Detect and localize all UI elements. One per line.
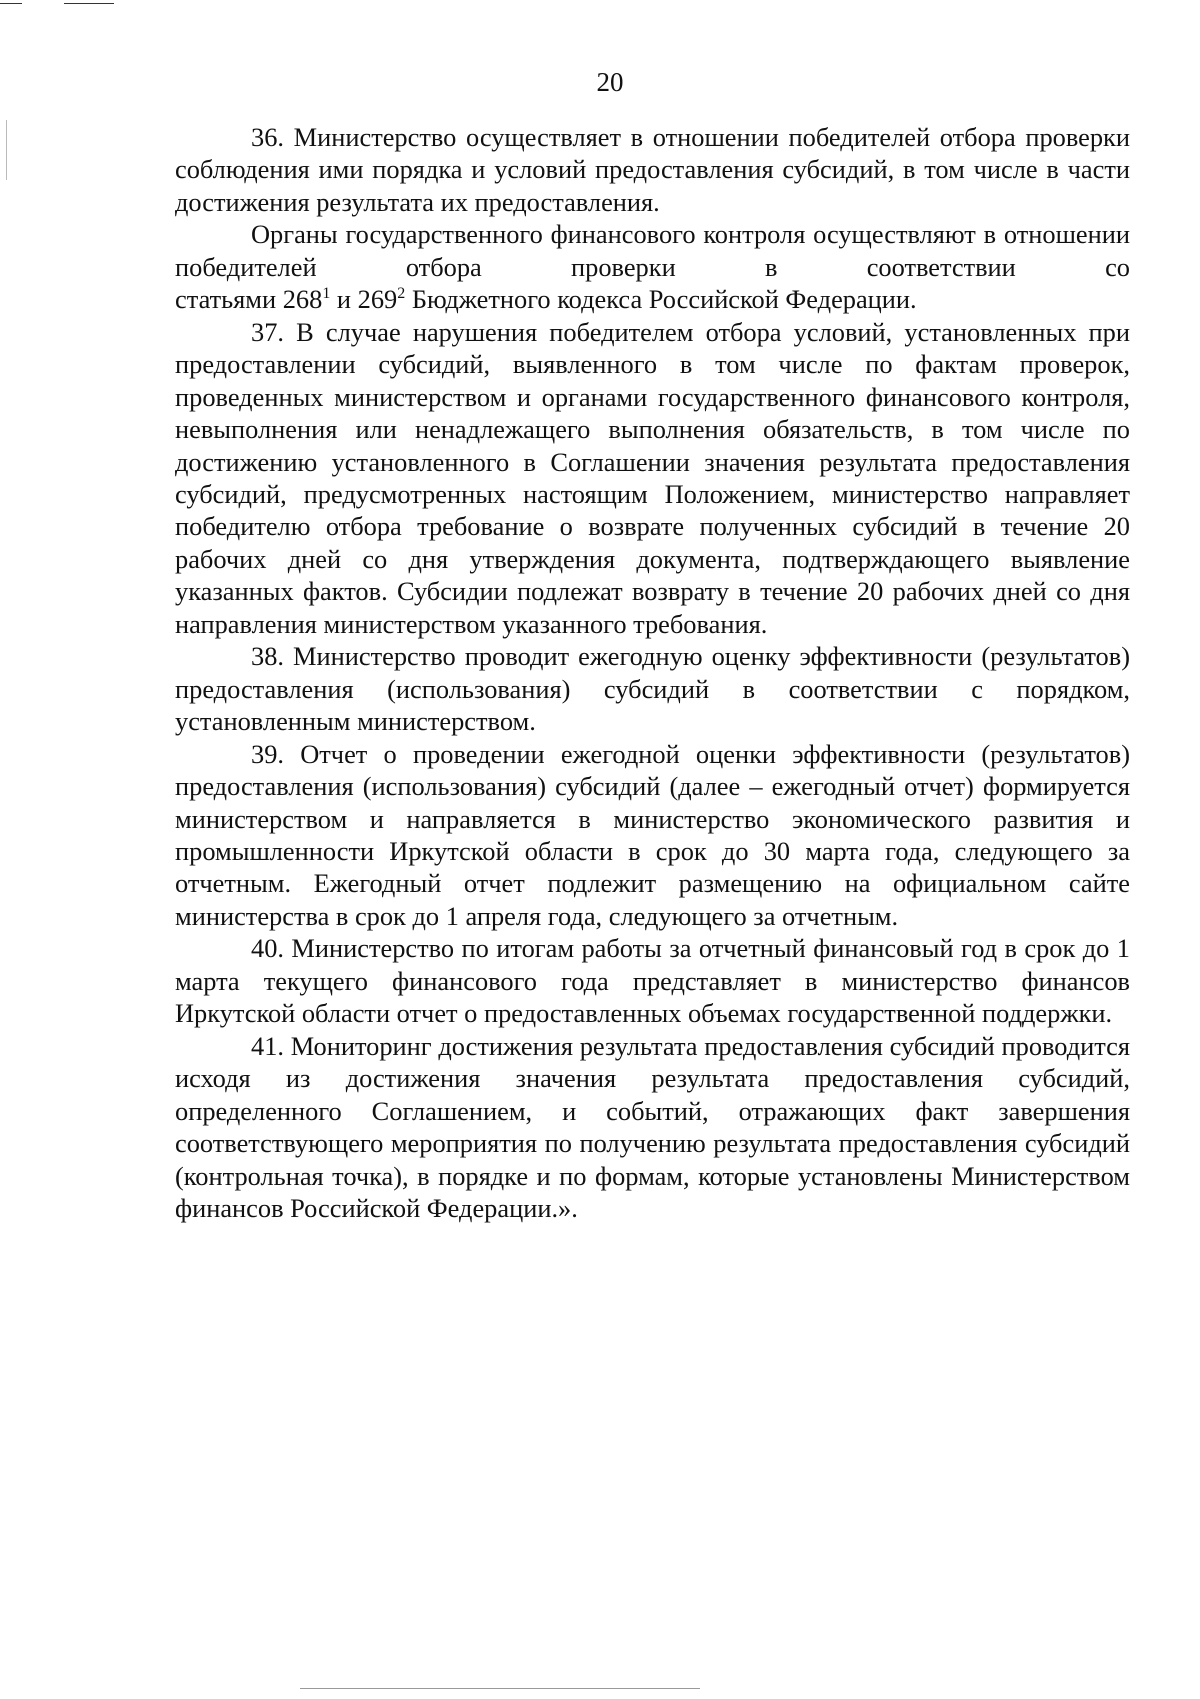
- article-superscript-2: 2: [397, 285, 406, 303]
- scan-mark-top-left: [0, 3, 22, 4]
- scan-mark-top-left-2: [64, 3, 114, 4]
- paragraph-37: 37. В случае нарушения победителем отбора условий, установленных при предоставлении субсидий, выявленного в том числе по фактам проверок, проведенных министерством и органами государственного финансового контроля, невыполнения или ненадлежащего выполнения обязательств, в том числе по достижению установленного в Соглашении значения результата предоставления субсидий, предусмотренных настоящим Положением, министерство направляет победителю отбора требование о возврате полученных субсидий в течение 20 рабочих дней со дня утверждения документа, подтверждающего выявление указанных фактов. Субсидии подлежат возврату в течение 20 рабочих дней со дня направления министерством указанного требования.: [175, 316, 1130, 639]
- article-superscript-1: 1: [322, 285, 331, 303]
- scan-mark-left-edge: [6, 120, 7, 180]
- paragraph-36: 36. Министерство осуществляет в отношении победителей отбора проверки соблюдения ими порядка и условий предоставления субсидий, в том числе в части достижения результата их предоставления.: [175, 122, 1130, 217]
- article-reference-text-3: Бюджетного кодекса Российской Федерации.: [405, 284, 917, 315]
- paragraph-control-bodies: Органы государственного финансового контроля осуществляют в отношении победителей отбора проверки в соответствии со: [175, 219, 1130, 282]
- document-body: [175, 121, 1130, 1224]
- paragraph-39: 39. Отчет о проведении ежегодной оценки эффективности (результатов) предоставления (использования) субсидий (далее – ежегодный отчет) формируется министерством и направляется в министерство экономического развития и промышленности Иркутской области в срок до 30 марта года, следующего за отчетным. Ежегодный отчет подлежит размещению на официальном сайте министерства в срок до 1 апреля года, следующего за отчетным.: [175, 738, 1130, 931]
- paragraph-control-bodies-continued: [175, 283, 1130, 315]
- page-number: 20: [596, 67, 624, 97]
- paragraph-41: 41. Мониторинг достижения результата предоставления субсидий проводится исходя из достижения значения результата предоставления субсидий, определенного Соглашением, и событий, отражающих факт завершения соответствующего мероприятия по получению результата предоставления субсидий (контрольная точка), в порядке и по формам, которые установлены Министерством финансов Российской Федерации.».: [175, 1030, 1130, 1223]
- scan-mark-bottom: [300, 1688, 700, 1689]
- paragraph-40: 40. Министерство по итогам работы за отчетный финансовый год в срок до 1 марта текущего финансового года представляет в министерство финансов Иркутской области отчет о предоставленных объемах государственной поддержки.: [175, 933, 1130, 1029]
- paragraph-38: 38. Министерство проводит ежегодную оценку эффективности (результатов) предоставления (использования) субсидий в соответствии с порядком, установленным министерством.: [175, 641, 1130, 737]
- article-reference-text-1: статьями 268: [175, 284, 323, 315]
- article-reference-text-2: и 269: [330, 284, 398, 315]
